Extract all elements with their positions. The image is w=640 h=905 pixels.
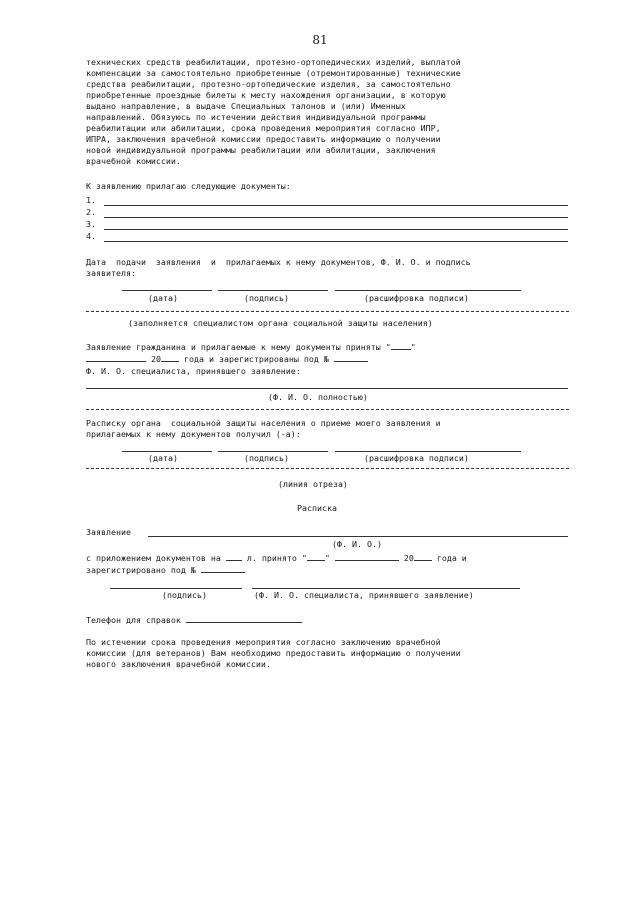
sig2-decoding-label: (расшифровка подписи) bbox=[364, 453, 469, 463]
date-submit-line: заявителя: bbox=[86, 268, 136, 278]
sig1-date-label: (дата) bbox=[148, 293, 178, 303]
receipt-decoding-field[interactable] bbox=[335, 451, 521, 452]
accepted-day-field[interactable] bbox=[391, 342, 411, 350]
intro-line: новой индивидуальной программы реабилитации или абилитации, заключения bbox=[86, 145, 436, 155]
intro-line: средства реабилитации, протезно-ортопедические изделия, за самостоятельно bbox=[86, 79, 451, 89]
doc-number: 1. bbox=[86, 195, 96, 205]
sig2-signature-label: (подпись) bbox=[244, 453, 289, 463]
pages-count-field[interactable] bbox=[226, 553, 242, 561]
sig2-date-label: (дата) bbox=[148, 453, 178, 463]
fio-full-label: (Ф. И. О. полностью) bbox=[268, 392, 368, 402]
date-submit-line: Дата подачи заявления и прилагаемых к нему документов, Ф. И. О. и подпись bbox=[86, 257, 471, 267]
statement-fio-field[interactable] bbox=[148, 536, 568, 537]
accepted-reg-number-field[interactable] bbox=[334, 354, 368, 362]
doc-number: 4. bbox=[86, 231, 96, 241]
intro-line: ИПРА, заключения врачебной комиссии предоставить информацию о получении bbox=[86, 134, 441, 144]
accepted-year-prefix: 20 bbox=[151, 354, 161, 364]
doc-line-2[interactable] bbox=[104, 217, 568, 218]
doc-line-3[interactable] bbox=[104, 229, 568, 230]
doc-line-1[interactable] bbox=[104, 205, 568, 206]
receipt-received-line: прилагаемых к нему документов получил (-а): bbox=[86, 429, 301, 439]
specialist-line: Ф. И. О. специалиста, принявшего заявление: bbox=[86, 366, 301, 376]
cut-line-label: (линия отреза) bbox=[278, 479, 348, 489]
phone-line bbox=[86, 615, 302, 625]
receipt-title: Расписка bbox=[297, 503, 337, 513]
with-docs-accepted: л. принято " bbox=[246, 553, 307, 563]
doc-number: 3. bbox=[86, 219, 96, 229]
registered-text: зарегистрировано под № bbox=[86, 565, 196, 575]
accepted-line bbox=[86, 342, 416, 352]
phone-field[interactable] bbox=[186, 615, 302, 623]
intro-line: направлений. Обязуюсь по истечении действия индивидуальной программы bbox=[86, 112, 426, 122]
intro-line: врачебной комиссии. bbox=[86, 156, 181, 166]
with-docs-quote: " bbox=[324, 553, 330, 563]
specialist-fio-field[interactable] bbox=[86, 388, 568, 389]
attach-heading: К заявлению прилагаю следующие документы: bbox=[86, 181, 291, 191]
receipt-month-field[interactable] bbox=[335, 553, 399, 561]
receipt-signature-field[interactable] bbox=[218, 451, 328, 452]
doc-line-4[interactable] bbox=[104, 241, 568, 242]
receipt-signature-line[interactable] bbox=[110, 588, 242, 589]
with-docs-text: с приложением документов на bbox=[86, 553, 221, 563]
footer-line: По истечении срока проведения мероприятия согласно заключению врачебной bbox=[86, 637, 441, 647]
registered-line bbox=[86, 565, 245, 575]
receipt-year-field[interactable] bbox=[414, 553, 432, 561]
phone-label: Телефон для справок bbox=[86, 615, 181, 625]
sig1-decoding-label: (расшифровка подписи) bbox=[364, 293, 469, 303]
accepted-quote: " bbox=[410, 342, 416, 352]
receipt-date-field[interactable] bbox=[122, 451, 212, 452]
accepted-month-field[interactable] bbox=[86, 354, 146, 362]
with-docs-year-suffix: года и bbox=[436, 553, 467, 563]
page-number: 81 bbox=[312, 33, 328, 47]
intro-line: технических средств реабилитации, протезно-ортопедических изделий, выплатой bbox=[86, 57, 461, 67]
filled-by-note: (заполняется специалистом органа социальной защиты населения) bbox=[128, 318, 433, 328]
receipt-specialist-line[interactable] bbox=[252, 588, 520, 589]
applicant-decoding-field[interactable] bbox=[335, 290, 521, 291]
receipt-day-field[interactable] bbox=[307, 553, 325, 561]
intro-line: приобретенные проездные билеты к месту нахождения организации, в которую bbox=[86, 90, 446, 100]
footer-line: комиссии (для ветеранов) Вам необходимо предоставить информацию о получении bbox=[86, 648, 461, 658]
footer-line: нового заключения врачебной комиссии. bbox=[86, 659, 271, 669]
accepted-year-field[interactable] bbox=[161, 354, 179, 362]
cut-dashed-line bbox=[86, 468, 569, 469]
sig3-signature-label: (подпись) bbox=[162, 590, 207, 600]
statement-label: Заявление bbox=[86, 527, 131, 537]
intro-line: выдано направление, в выдаче Специальных талонов и (или) Именных bbox=[86, 101, 406, 111]
intro-line: реабилитации или абилитации, срока проведения мероприятия согласно ИПР, bbox=[86, 123, 441, 133]
dashed-separator bbox=[86, 409, 569, 410]
accepted-registered-text: года и зарегистрированы под № bbox=[184, 354, 329, 364]
intro-line: компенсации за самостоятельно приобретенные (отремонтированные) технические bbox=[86, 68, 461, 78]
applicant-signature-field[interactable] bbox=[218, 290, 328, 291]
fio-short-label: (Ф. И. О.) bbox=[332, 539, 382, 549]
applicant-date-field[interactable] bbox=[122, 290, 212, 291]
accepted-line-2 bbox=[86, 354, 368, 364]
with-docs-line bbox=[86, 553, 467, 563]
with-docs-year-prefix: 20 bbox=[403, 553, 414, 563]
accepted-text: Заявление гражданина и прилагаемые к нему документы приняты " bbox=[86, 342, 391, 352]
sig1-signature-label: (подпись) bbox=[244, 293, 289, 303]
receipt-reg-number-field[interactable] bbox=[201, 565, 245, 573]
sig3-specialist-label: (Ф. И. О. специалиста, принявшего заявление) bbox=[254, 590, 474, 600]
receipt-received-line: Расписку органа социальной защиты населения о приеме моего заявления и bbox=[86, 418, 441, 428]
doc-number: 2. bbox=[86, 207, 96, 217]
dashed-separator bbox=[86, 311, 569, 312]
